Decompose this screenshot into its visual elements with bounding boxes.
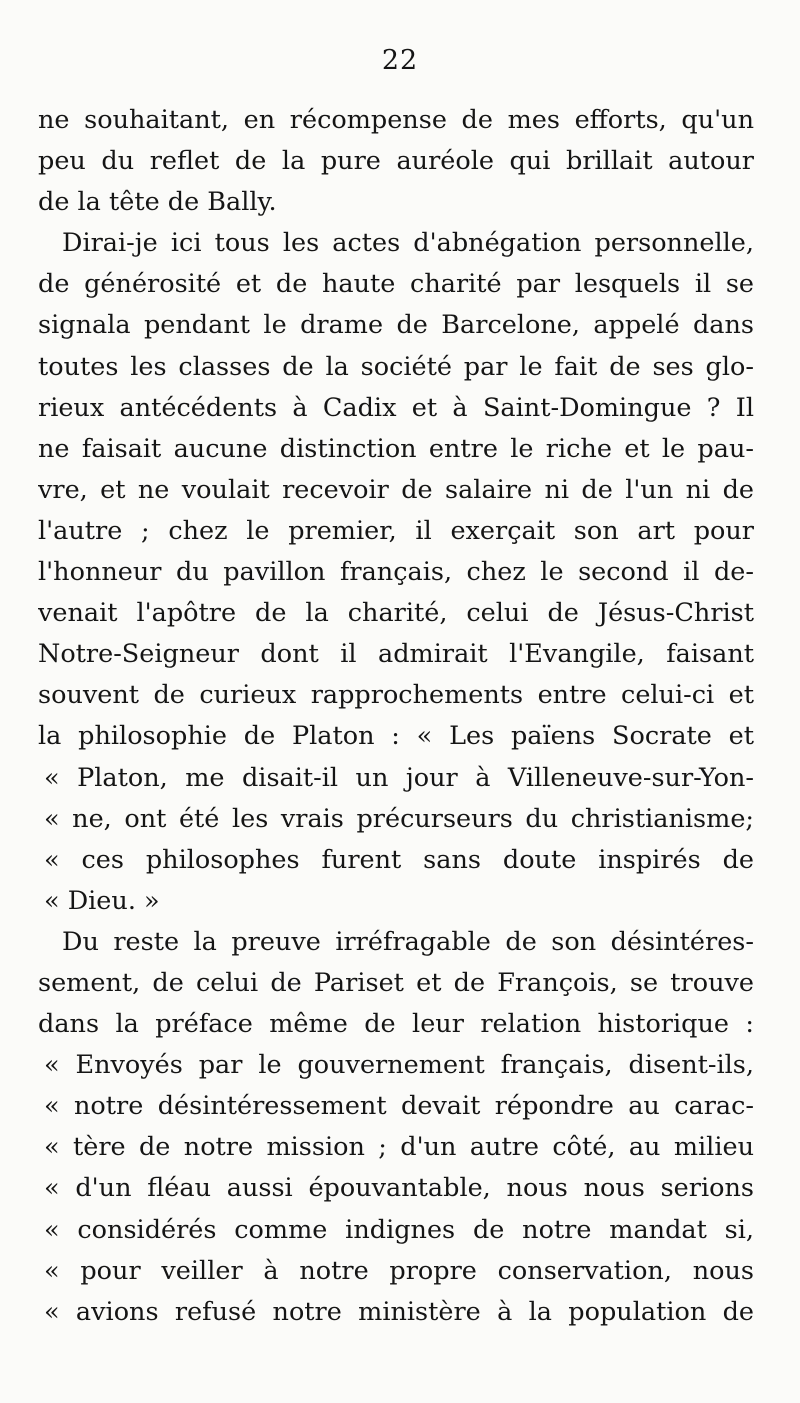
page-number: 22 [381, 45, 419, 76]
text-line: rieux antécédents à Cadix et à Saint-Domingue ? Il [38, 392, 754, 423]
text-line: « ces philosophes furent sans doute inspirés de [44, 844, 754, 875]
text-line: venait l'apôtre de la charité, celui de Jésus-Christ [38, 598, 754, 629]
text-line: « considérés comme indignes de notre mandat si, [44, 1214, 754, 1245]
text-line: Notre-Seigneur dont il admirait l'Evangile, faisant [38, 639, 754, 670]
text-line: l'honneur du pavillon français, chez le second il de- [38, 557, 754, 588]
text-line: ne souhaitant, en récompense de mes efforts, qu'un [38, 105, 754, 135]
text-line: ne faisait aucune distinction entre le riche et le pau- [38, 433, 754, 464]
text-line: « tère de notre mission ; d'un autre côté, au milieu [44, 1132, 754, 1163]
text-line: « Envoyés par le gouvernement français, disent-ils, [44, 1050, 754, 1081]
text-line: de générosité et de haute charité par lesquels il se [38, 269, 754, 300]
text-line: « avions refusé notre ministère à la population de [44, 1296, 754, 1327]
text-line: « d'un fléau aussi épouvantable, nous nous serions [44, 1173, 754, 1204]
text-line: Du reste la preuve irréfragable de son désintéres- [62, 926, 754, 957]
text-line: sement, de celui de Pariset et de François, se trouve [38, 967, 754, 998]
text-line: Dirai-je ici tous les actes d'abnégation personnelle, [62, 228, 754, 259]
text-line: souvent de curieux rapprochements entre celui-ci et [38, 680, 754, 711]
text-line: vre, et ne voulait recevoir de salaire ni de l'un ni de [38, 474, 754, 505]
text-line: signala pendant le drame de Barcelone, appelé dans [38, 310, 754, 341]
text-line: de la tête de Bally. [38, 187, 277, 218]
text-line: peu du reflet de la pure auréole qui brillait autour [38, 146, 754, 177]
text-line: l'autre ; chez le premier, il exerçait son art pour [38, 515, 754, 546]
text-line: « pour veiller à notre propre conservation, nous [44, 1255, 754, 1286]
text-line: « ne, ont été les vrais précurseurs du christianisme; [44, 803, 754, 834]
text-line: toutes les classes de la société par le fait de ses glo- [38, 351, 754, 382]
text-line: « notre désintéressement devait répondre au carac- [44, 1091, 754, 1122]
text-line: « Dieu. » [44, 885, 160, 916]
body-text [38, 100, 754, 1333]
text-line: dans la préface même de leur relation historique : [38, 1009, 754, 1040]
text-line: « Platon, me disait-il un jour à Villeneuve-sur-Yon- [44, 762, 754, 793]
text-line: la philosophie de Platon : « Les païens Socrate et [38, 721, 754, 752]
